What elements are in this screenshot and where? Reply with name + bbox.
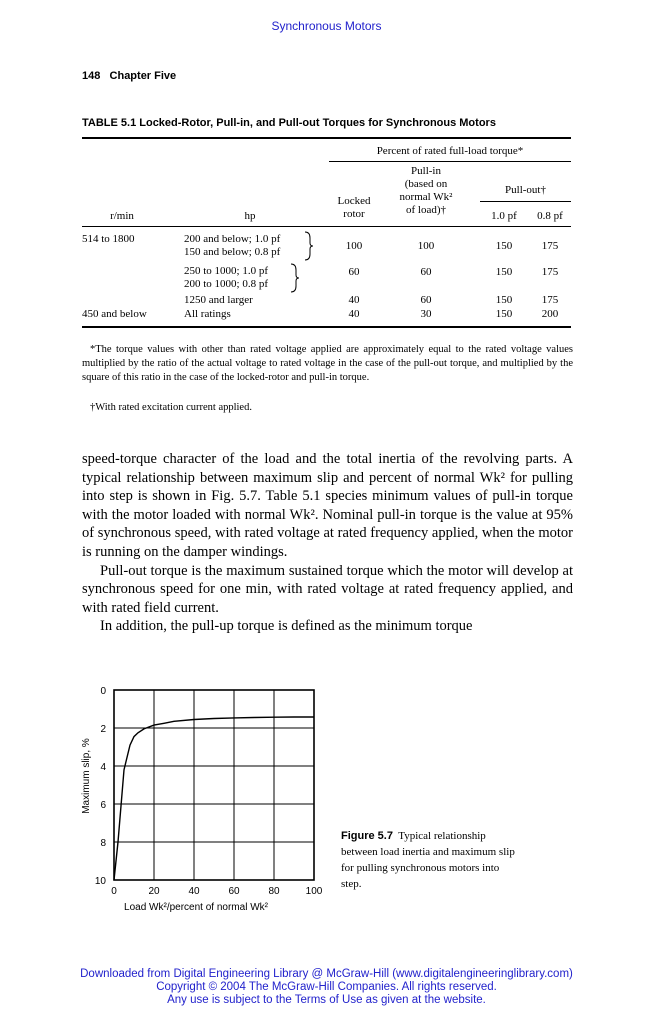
chart-x-tick-label: 20 xyxy=(148,886,160,897)
pullout-rule xyxy=(480,201,571,202)
chart-y-tick-label: 6 xyxy=(100,800,106,811)
header-pullout: Pull-out† xyxy=(505,184,546,196)
row3-pf1: 150 xyxy=(495,294,513,306)
row1-rmin: 514 to 1800 xyxy=(82,233,135,245)
row2-pullin: 60 xyxy=(420,266,432,278)
row1-pf08: 175 xyxy=(541,240,559,252)
chart-y-tick-label: 2 xyxy=(100,724,106,735)
row2-brace xyxy=(290,263,300,293)
row3-locked: 40 xyxy=(348,294,360,306)
header-pullin: Pull-in (based on normal Wk² of load)† xyxy=(399,165,453,216)
chart-y-tick-label: 0 xyxy=(100,686,106,697)
chart-y-tick-label: 10 xyxy=(94,876,106,887)
figure-caption xyxy=(341,828,521,892)
header-locked-rotor: Locked rotor xyxy=(337,195,371,220)
body-text xyxy=(82,450,573,636)
running-head: Synchronous Motors xyxy=(271,19,382,33)
row2-pf1: 150 xyxy=(495,266,513,278)
figure-5-7-chart xyxy=(72,676,332,916)
header-hp: hp xyxy=(244,210,256,222)
footer-copyright: Copyright © 2004 The McGraw-Hill Companies. All rights reserved. xyxy=(156,981,497,993)
chart-y-axis-label: Maximum slip, % xyxy=(81,738,92,814)
row2-hp: 250 to 1000; 1.0 pf 200 to 1000; 0.8 pf xyxy=(184,265,269,290)
row3-pullin: 60 xyxy=(420,294,432,306)
table-footnote-1: *The torque values with other than rated voltage applied are approximately equal to the rated voltage values multiplied by the ratio of the actual voltage to rated voltage in the case of the pull-out torque, and multiplied by the square of this ratio in the case of the locked-rotor and pull-in torque. xyxy=(82,344,573,383)
header-pf-08: 0.8 pf xyxy=(537,210,563,222)
group-rule xyxy=(329,161,571,162)
header-pf-1: 1.0 pf xyxy=(491,210,517,222)
row1-pullin: 100 xyxy=(417,240,435,252)
chart-x-tick-label: 80 xyxy=(268,886,280,897)
body-paragraph-3: In addition, the pull-up torque is defined as the minimum torque xyxy=(100,618,473,635)
chart-x-tick-label: 100 xyxy=(305,886,323,897)
group-header: Percent of rated full-load torque* xyxy=(376,145,524,157)
page-header xyxy=(82,70,176,82)
row3-pf08: 175 xyxy=(541,294,559,306)
row1-locked: 100 xyxy=(345,240,363,252)
footer xyxy=(0,968,653,1007)
row2-pf08: 175 xyxy=(541,266,559,278)
chart-slip-curve xyxy=(114,717,314,880)
row4-rmin: 450 and below xyxy=(82,308,147,320)
footer-download-link[interactable]: Downloaded from Digital Engineering Library @ McGraw-Hill (www.digitalengineeringlibrary.com) xyxy=(80,968,573,980)
row1-brace xyxy=(304,231,314,261)
chart-x-axis-label: Load Wk²/percent of normal Wk² xyxy=(124,902,268,913)
row4-pf1: 150 xyxy=(495,308,513,320)
chart-x-tick-label: 60 xyxy=(228,886,240,897)
row4-pf08: 200 xyxy=(541,308,559,320)
chart-x-tick-label: 0 xyxy=(111,886,117,897)
page-number: 148 xyxy=(82,70,101,82)
row1-hp: 200 and below; 1.0 pf 150 and below; 0.8 pf xyxy=(184,233,281,258)
figure-caption-text: Typical relationship between load inertia and maximum slip for pulling synchronous motors into step. xyxy=(341,830,515,890)
table-caption: TABLE 5.1 Locked-Rotor, Pull-in, and Pull-out Torques for Synchronous Motors xyxy=(82,117,496,129)
chart-y-tick-label: 8 xyxy=(100,838,106,849)
chart-y-tick-label: 4 xyxy=(100,762,106,773)
row4-locked: 40 xyxy=(348,308,360,320)
row3-hp: 1250 and larger xyxy=(184,294,253,306)
header-bottom-rule xyxy=(82,226,571,227)
row4-hp: All ratings xyxy=(184,308,231,320)
footer-terms[interactable]: Any use is subject to the Terms of Use as given at the website. xyxy=(167,994,486,1006)
body-paragraph-2: Pull-out torque is the maximum sustained torque which the motor will develop at synchronous speed for one min, with rated voltage at rated frequency applied, and with rated field current. xyxy=(82,562,573,616)
table-footnote-2: †With rated excitation current applied. xyxy=(90,402,252,413)
table-bottom-rule xyxy=(82,326,571,328)
row2-locked: 60 xyxy=(348,266,360,278)
body-paragraph-1: speed-torque character of the load and the total inertia of the revolving parts. A typical relationship between maximum slip and percent of normal Wk² for pulling into step is shown in Fig. 5.7. Table 5.1 species minimum values of pull-in torque with the motor loaded with normal Wk². Nominal pull-in torque is the value at 95% of synchronous speed, with rated voltage at rated frequency applied, when the motor is running on the damper windings. xyxy=(82,451,573,560)
chart-x-tick-label: 40 xyxy=(188,886,200,897)
chapter-title: Chapter Five xyxy=(109,70,177,82)
row1-pf1: 150 xyxy=(495,240,513,252)
table-top-rule xyxy=(82,137,571,139)
header-rmin: r/min xyxy=(110,210,134,222)
figure-label: Figure 5.7 xyxy=(341,830,393,842)
row4-pullin: 30 xyxy=(420,308,432,320)
